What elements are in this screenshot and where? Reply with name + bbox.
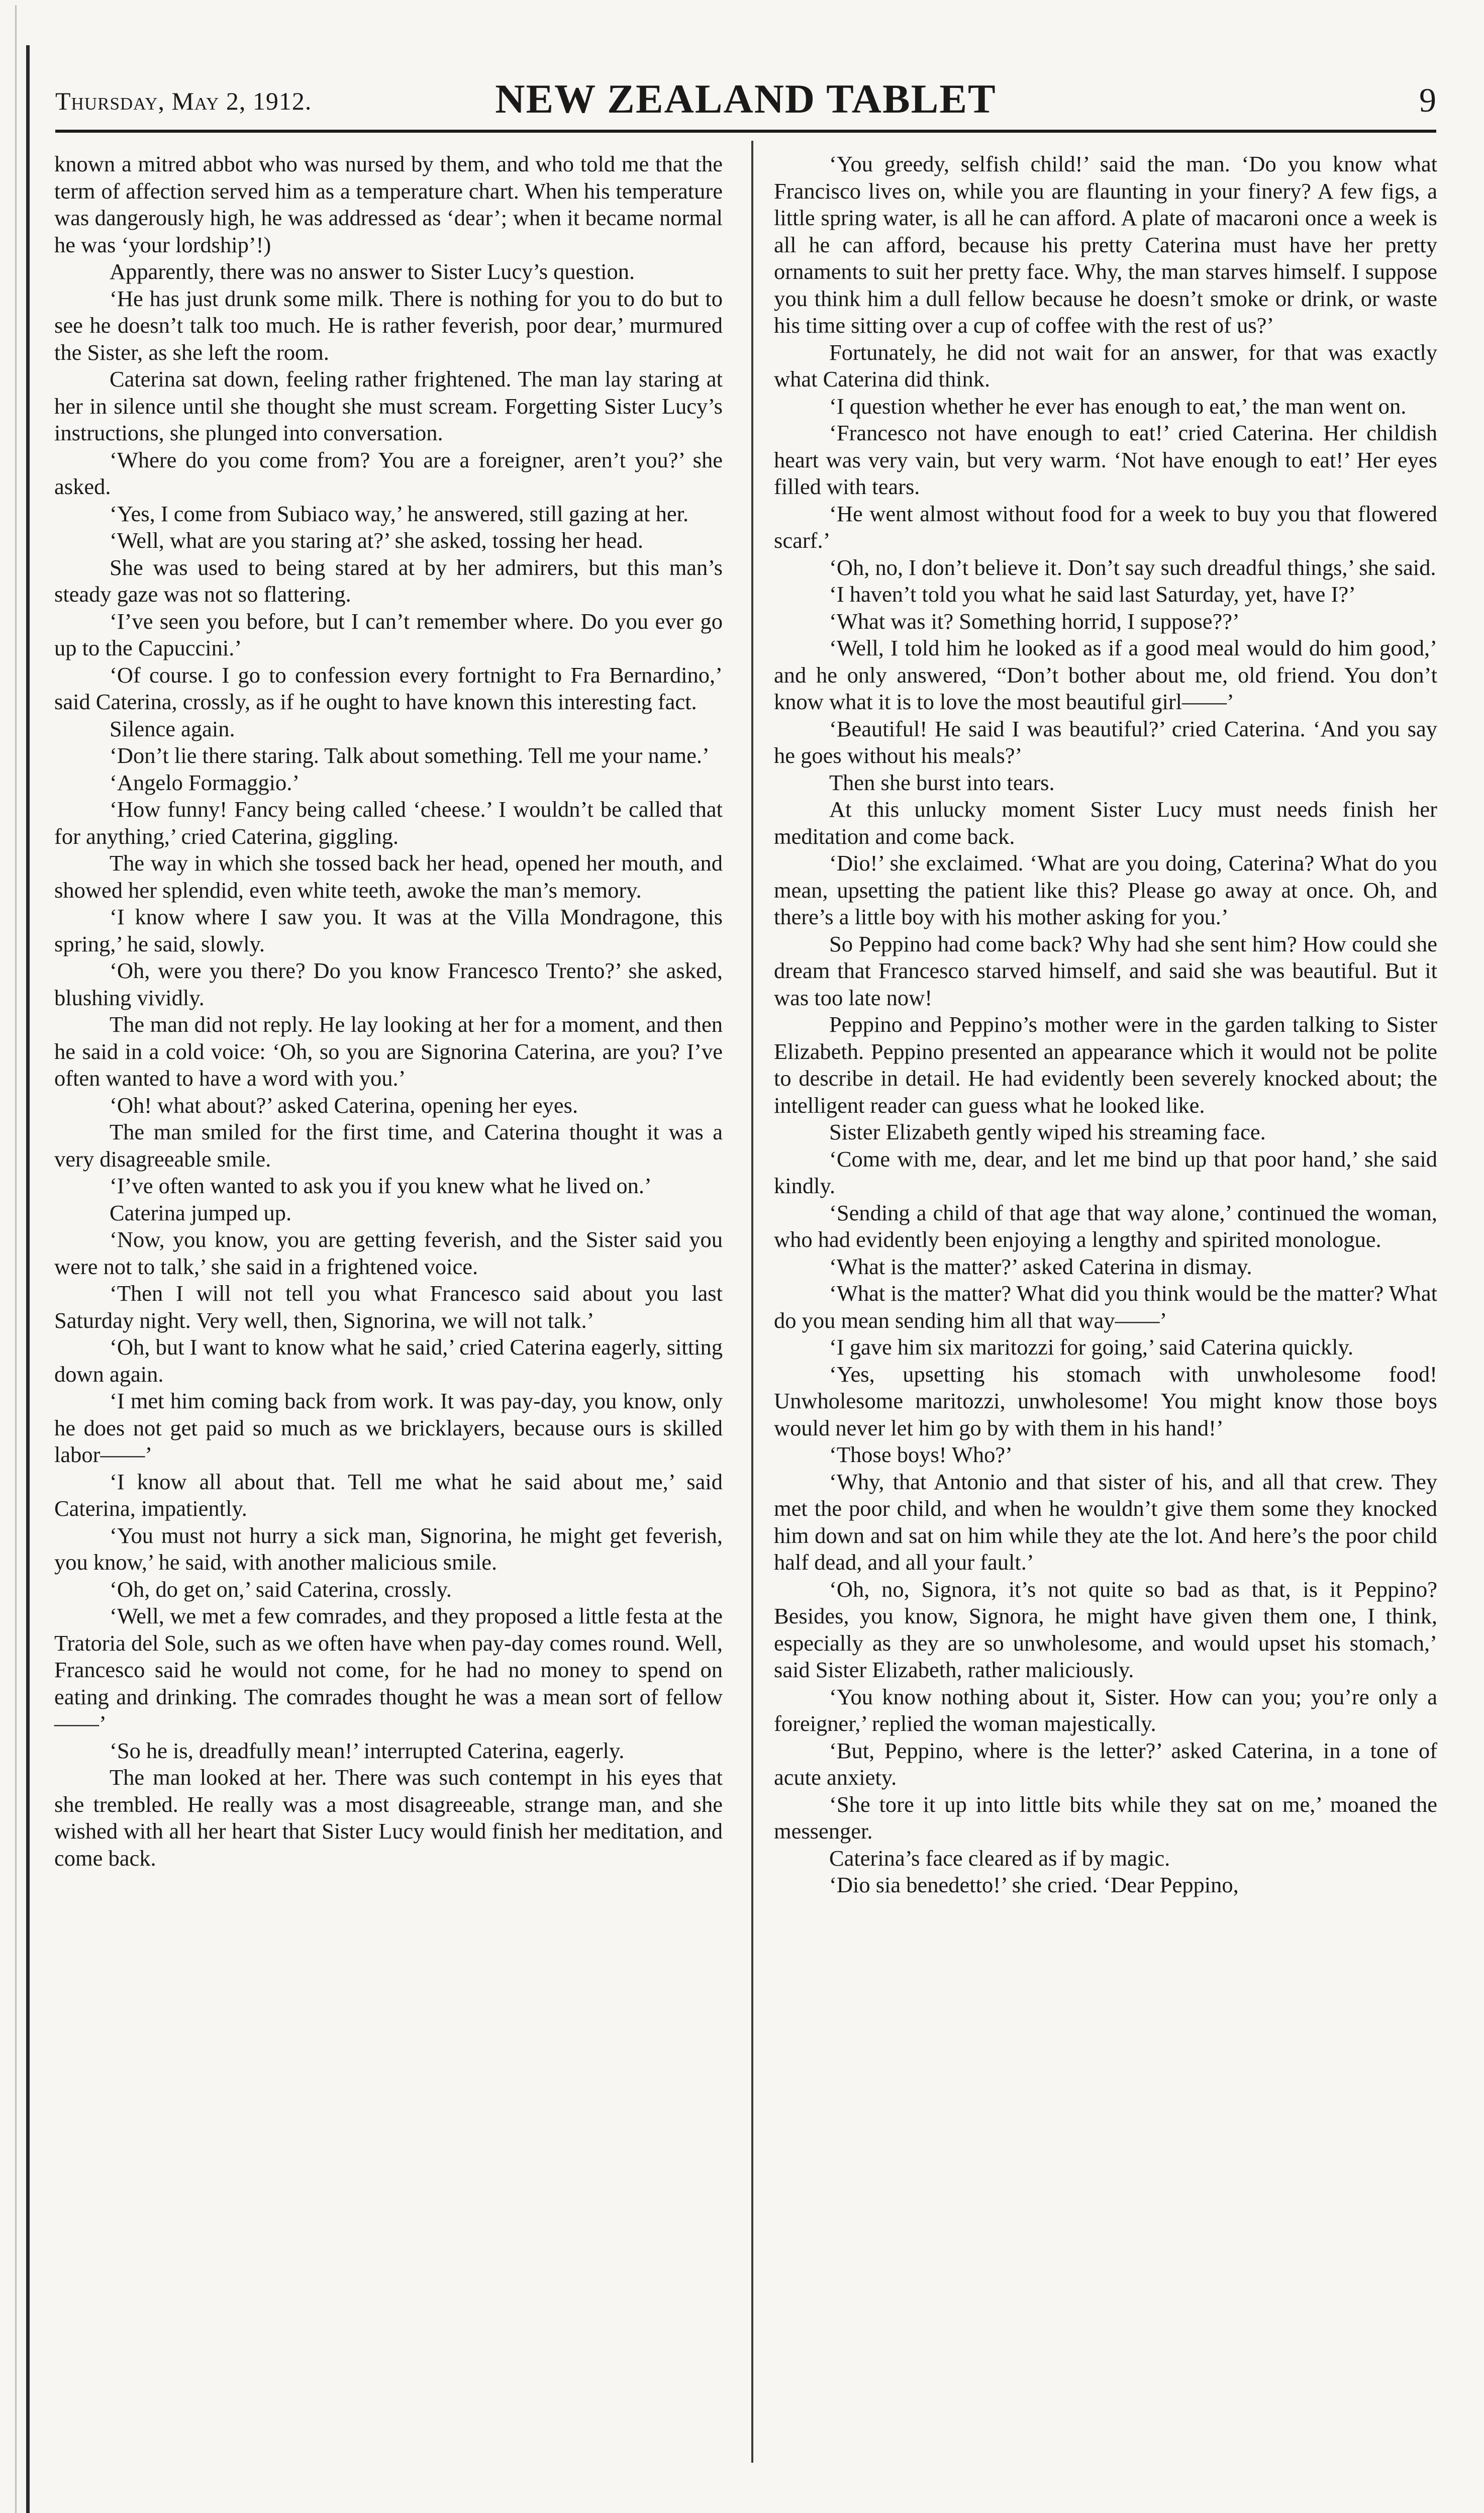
- page-number: 9: [1419, 81, 1436, 119]
- paragraph: ‘Those boys! Who?’: [829, 1442, 1013, 1467]
- paragraph: ‘Come with me, dear, and let me bind up that poor hand,’ she said kindly.: [774, 1146, 1437, 1198]
- paragraph: ‘Oh! what about?’ asked Caterina, opening her eyes.: [110, 1092, 578, 1118]
- paragraph: Silence again.: [110, 716, 235, 741]
- paragraph: ‘I’ve seen you before, but I can’t remember where. Do you ever go up to the Capuccini.’: [54, 608, 723, 660]
- paragraph: ‘He went almost without food for a week to buy you that flowered scarf.’: [774, 501, 1437, 553]
- paragraph: ‘Beautiful! He said I was beautiful?’ cried Caterina. ‘And you say he goes without his meals?’: [774, 716, 1437, 768]
- paragraph: ‘Francesco not have enough to eat!’ cried Caterina. Her childish heart was very vain, but very warm. ‘Not have enough to eat!’ Her eyes filled with tears.: [774, 420, 1437, 499]
- paragraph: ‘I question whether he ever has enough to eat,’ the man went on.: [829, 393, 1407, 419]
- paragraph: Caterina’s face cleared as if by magic.: [829, 1845, 1170, 1871]
- paragraph: ‘What is the matter?’ asked Caterina in dismay.: [829, 1253, 1252, 1279]
- paragraph: ‘I know all about that. Tell me what he said about me,’ said Caterina, impatiently.: [54, 1469, 723, 1521]
- header-date: Thursday, May 2, 1912.: [55, 87, 312, 115]
- paragraph: ‘So he is, dreadfully mean!’ interrupted Caterina, eagerly.: [110, 1737, 625, 1763]
- paragraph: ‘She tore it up into little bits while they sat on me,’ moaned the messenger.: [774, 1791, 1437, 1844]
- paragraph: Apparently, there was no answer to Sister Lucy’s question.: [110, 259, 635, 284]
- paragraph: ‘Then I will not tell you what Francesco said about you last Saturday night. Very well, then, Signorina, we will not talk.’: [54, 1281, 723, 1333]
- paragraph: So Peppino had come back? Why had she sent him? How could she dream that Francesco starved himself, and said she was beautiful. But it was too late now!: [774, 931, 1437, 1010]
- paragraph: Sister Elizabeth gently wiped his streaming face.: [829, 1119, 1266, 1144]
- paragraph: ‘Dio sia benedetto!’ she cried. ‘Dear Peppino,: [829, 1872, 1239, 1897]
- paragraph: The man smiled for the first time, and Caterina thought it was a very disagreeable smile.: [54, 1119, 723, 1172]
- paragraph: ‘I met him coming back from work. It was pay-day, you know, only he does not get paid so much as we bricklayers, because ours is skilled labor——’: [54, 1388, 723, 1467]
- paragraph: ‘What was it? Something horrid, I suppose??’: [829, 608, 1240, 634]
- paragraph: ‘Where do you come from? You are a foreigner, aren’t you?’ she asked.: [54, 447, 723, 499]
- paragraph: ‘Angelo Formaggio.’: [110, 769, 300, 795]
- paragraph: At this unlucky moment Sister Lucy must needs finish her meditation and come back.: [774, 797, 1437, 849]
- binding-edge-line: [26, 45, 30, 2513]
- paragraph: ‘Well, I told him he looked as if a good meal would do him good,’ and he only answered, “Don’t bother about me, old friend. You don’t know what it is to love the most beautiful girl——’: [774, 635, 1437, 714]
- paragraph: ‘I know where I saw you. It was at the Villa Mondragone, this spring,’ he said, slowly.: [54, 904, 723, 956]
- paragraph: ‘What is the matter? What did you think would be the matter? What do you mean sending him all that way——’: [774, 1281, 1437, 1333]
- paragraph: The man looked at her. There was such contempt in his eyes that she trembled. He really was a most disagreeable, strange man, and she wished with all her heart that Sister Lucy would finish her meditation, and come back.: [54, 1765, 723, 1871]
- paragraph: ‘I haven’t told you what he said last Saturday, yet, have I?’: [829, 582, 1356, 607]
- paragraph: ‘Of course. I go to confession every fortnight to Fra Bernardino,’ said Caterina, crossly, as if he ought to have known this interesting fact.: [54, 662, 723, 714]
- paragraph: ‘He has just drunk some milk. There is nothing for you to do but to see he doesn’t talk too much. He is rather feverish, poor dear,’ murmured the Sister, as she left the room.: [54, 285, 723, 365]
- column-divider: [751, 141, 753, 2463]
- paragraph: ‘Oh, no, Signora, it’s not quite so bad as that, is it Peppino? Besides, you know, Signora, he might have given them one, I think, especially as they are so unwholesome, and would upset his stomach,’ said Sister Elizabeth, rather maliciously.: [774, 1576, 1437, 1682]
- paragraph: The way in which she tossed back her head, opened her mouth, and showed her splendid, even white teeth, awoke the man’s memory.: [54, 850, 723, 903]
- paragraph: Then she burst into tears.: [829, 769, 1055, 795]
- paragraph: ‘How funny! Fancy being called ‘cheese.’ I wouldn’t be called that for anything,’ cried Caterina, giggling.: [54, 797, 723, 849]
- page-header: [55, 75, 1436, 128]
- header-rule: [55, 130, 1436, 133]
- paragraph: Caterina jumped up.: [110, 1200, 292, 1225]
- paragraph: ‘Oh, do get on,’ said Caterina, crossly.: [110, 1576, 452, 1602]
- scan-edge-shadow: [15, 5, 17, 2513]
- paragraph: ‘Well, we met a few comrades, and they proposed a little festa at the Tratoria del Sole, such as we often have when pay-day comes round. Well, Francesco said he would not come, for he had no money to spend on eating and drinking. The comrades thought he was a mean sort of fellow——’: [54, 1603, 723, 1736]
- newspaper-title: NEW ZEALAND TABLET: [495, 76, 997, 122]
- paragraph: ‘Don’t lie there staring. Talk about something. Tell me your name.’: [110, 743, 710, 768]
- paragraph: ‘Now, you know, you are getting feverish, and the Sister said you were not to talk,’ she said in a frightened voice.: [54, 1227, 723, 1279]
- paragraph: ‘Yes, I come from Subiaco way,’ he answered, still gazing at her.: [110, 501, 689, 526]
- left-text-column: [54, 151, 723, 1872]
- paragraph: ‘I gave him six maritozzi for going,’ said Caterina quickly.: [829, 1334, 1353, 1360]
- paragraph: ‘Yes, upsetting his stomach with unwholesome food! Unwholesome maritozzi, unwholesome! You might know those boys would never let him go by with them in his hand!’: [774, 1361, 1437, 1440]
- paragraph: Peppino and Peppino’s mother were in the garden talking to Sister Elizabeth. Peppino presented an appearance which it would not be polite to describe in detail. He had evidently been severely knocked about; the intelligent reader can guess what he looked like.: [774, 1012, 1437, 1118]
- right-text-column: [774, 151, 1437, 1899]
- paragraph: ‘You must not hurry a sick man, Signorina, he might get feverish, you know,’ he said, with another malicious smile.: [54, 1522, 723, 1575]
- paragraph: ‘Sending a child of that age that way alone,’ continued the woman, who had evidently been enjoying a lengthy and spirited monologue.: [774, 1200, 1437, 1252]
- paragraph: She was used to being stared at by her admirers, but this man’s steady gaze was not so flattering.: [54, 554, 723, 607]
- paragraph: ‘You greedy, selfish child!’ said the man. ‘Do you know what Francisco lives on, while you are flaunting in your finery? A few figs, a little spring water, is all he can afford. A plate of macaroni once a week is all he can afford, because his pretty Caterina must have her pretty ornaments to suit her pretty face. Why, the man starves himself. I suppose you think him a dull fellow because he doesn’t smoke or drink, or waste his time sitting over a cup of coffee with the rest of us?’: [774, 151, 1437, 338]
- paragraph: ‘I’ve often wanted to ask you if you knew what he lived on.’: [110, 1173, 652, 1198]
- paragraph: Fortunately, he did not wait for an answer, for that was exactly what Caterina did think.: [774, 339, 1437, 392]
- paragraph: The man did not reply. He lay looking at her for a moment, and then he said in a cold voice: ‘Oh, so you are Signorina Caterina, are you? I’ve often wanted to have a word with you.’: [54, 1012, 723, 1091]
- paragraph: ‘Oh, no, I don’t believe it. Don’t say such dreadful things,’ she said.: [829, 554, 1436, 580]
- paragraph: ‘Oh, but I want to know what he said,’ cried Caterina eagerly, sitting down again.: [54, 1334, 723, 1387]
- paragraph: Caterina sat down, feeling rather frightened. The man lay staring at her in silence until she thought she must scream. Forgetting Sister Lucy’s instructions, she plunged into conversation.: [54, 366, 723, 445]
- paragraph: ‘You know nothing about it, Sister. How can you; you’re only a foreigner,’ replied the woman majestically.: [774, 1684, 1437, 1736]
- paragraph: ‘Oh, were you there? Do you know Francesco Trento?’ she asked, blushing vividly.: [54, 958, 723, 1010]
- paragraph: ‘Dio!’ she exclaimed. ‘What are you doing, Caterina? What do you mean, upsetting the patient like this? Please go away at once. Oh, and there’s a little boy with his mother asking for you.’: [774, 850, 1437, 929]
- paragraph: ‘Why, that Antonio and that sister of his, and all that crew. They met the poor child, and when he wouldn’t give them some they knocked him down and sat on him while they ate the lot. And here’s the poor child half dead, and all your fault.’: [774, 1469, 1437, 1575]
- paragraph: ‘Well, what are you staring at?’ she asked, tossing her head.: [110, 528, 644, 553]
- paragraph: known a mitred abbot who was nursed by them, and who told me that the term of affection served him as a temperature chart. When his temperature was dangerously high, he was addressed as ‘dear’; when it became normal he was ‘your lordship’!): [54, 151, 723, 257]
- paragraph: ‘But, Peppino, where is the letter?’ asked Caterina, in a tone of acute anxiety.: [774, 1737, 1437, 1790]
